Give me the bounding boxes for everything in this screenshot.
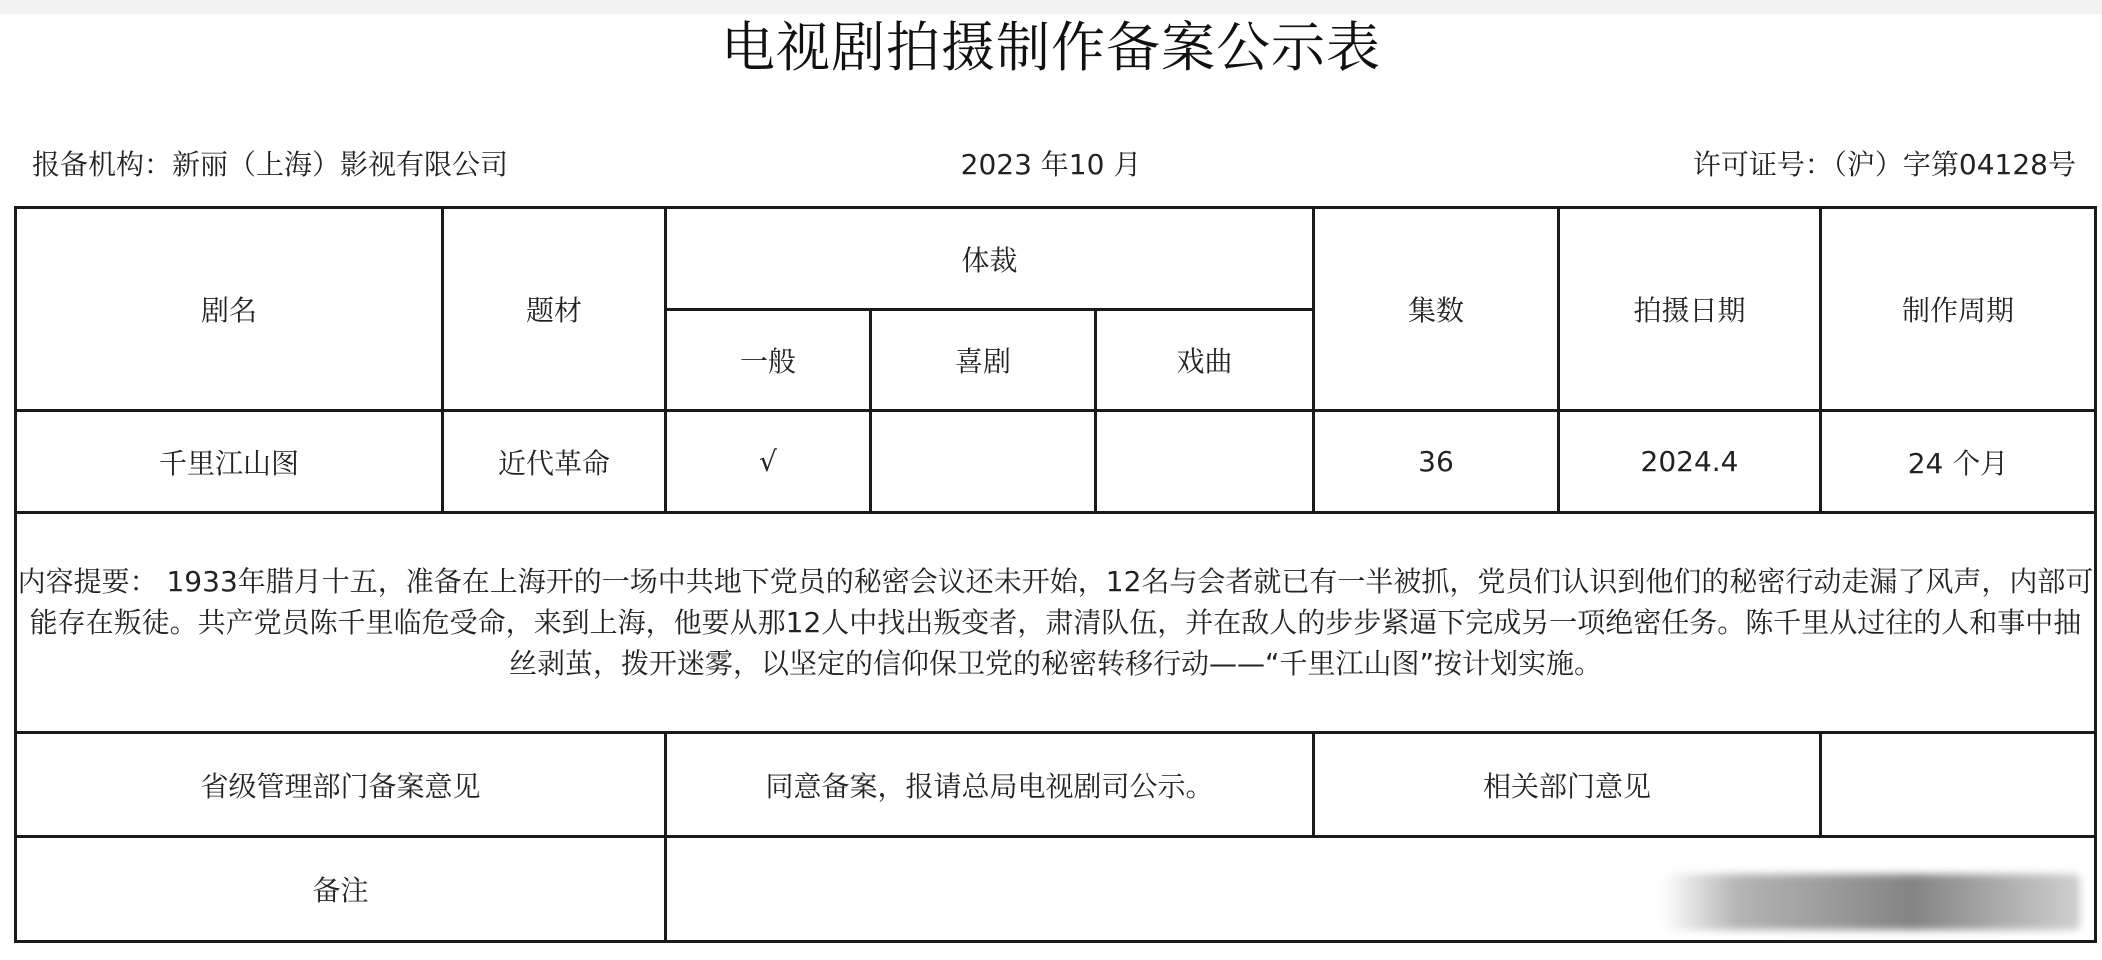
- blurred-watermark: [1662, 874, 2080, 930]
- header-production-cycle: 制作周期: [1821, 208, 2096, 411]
- cell-shoot-date: 2024.4: [1559, 411, 1821, 513]
- synopsis-text: 内容提要： 1933年腊月十五，准备在上海开的一场中共地下党员的秘密会议还未开始，12名与会者就已有一半被抓，党员们认识到他们的秘密行动走漏了风声，内部可能存在叛徒。共产党员陈千里临危受命，来到上海，他要从那12人中找出叛变者，肃清队伍，并在敌人的步步紧逼下完成另一项绝密任务。陈千里从过往的人和事中抽丝剥茧，拨开迷雾，以坚定的信仰保卫党的秘密转移行动——“千里江山图”按计划实施。: [16, 513, 2096, 733]
- header-episodes: 集数: [1314, 208, 1559, 411]
- cell-drama-name: 千里江山图: [16, 411, 443, 513]
- filing-date: 2023 年10 月: [960, 148, 1142, 181]
- header-subject: 题材: [443, 208, 666, 411]
- filing-organization: 报备机构：新丽（上海）影视有限公司: [32, 148, 509, 181]
- header-genre-general: 一般: [666, 310, 871, 411]
- remarks-label: 备注: [16, 837, 666, 942]
- related-opinion-label: 相关部门意见: [1314, 733, 1821, 837]
- provincial-opinion-label: 省级管理部门备案意见: [16, 733, 666, 837]
- cell-episodes: 36: [1314, 411, 1559, 513]
- cell-genre-general-check: √: [666, 411, 871, 513]
- provincial-opinion-text: 同意备案，报请总局电视剧司公示。: [666, 733, 1314, 837]
- document-title: 电视剧拍摄制作备案公示表: [721, 16, 1381, 79]
- header-genre: 体裁: [666, 208, 1314, 310]
- header-genre-comedy: 喜剧: [871, 310, 1096, 411]
- header-shoot-date: 拍摄日期: [1559, 208, 1821, 411]
- cell-genre-comedy: [871, 411, 1096, 513]
- cell-genre-opera: [1096, 411, 1314, 513]
- license-number: 许可证号：（沪）字第04128号: [1692, 148, 2076, 181]
- header-genre-opera: 戏曲: [1096, 310, 1314, 411]
- cell-production-cycle: 24 个月: [1821, 411, 2096, 513]
- cell-subject: 近代革命: [443, 411, 666, 513]
- related-opinion-text: [1821, 733, 2096, 837]
- filing-table: [14, 206, 2097, 943]
- header-drama-name: 剧名: [16, 208, 443, 411]
